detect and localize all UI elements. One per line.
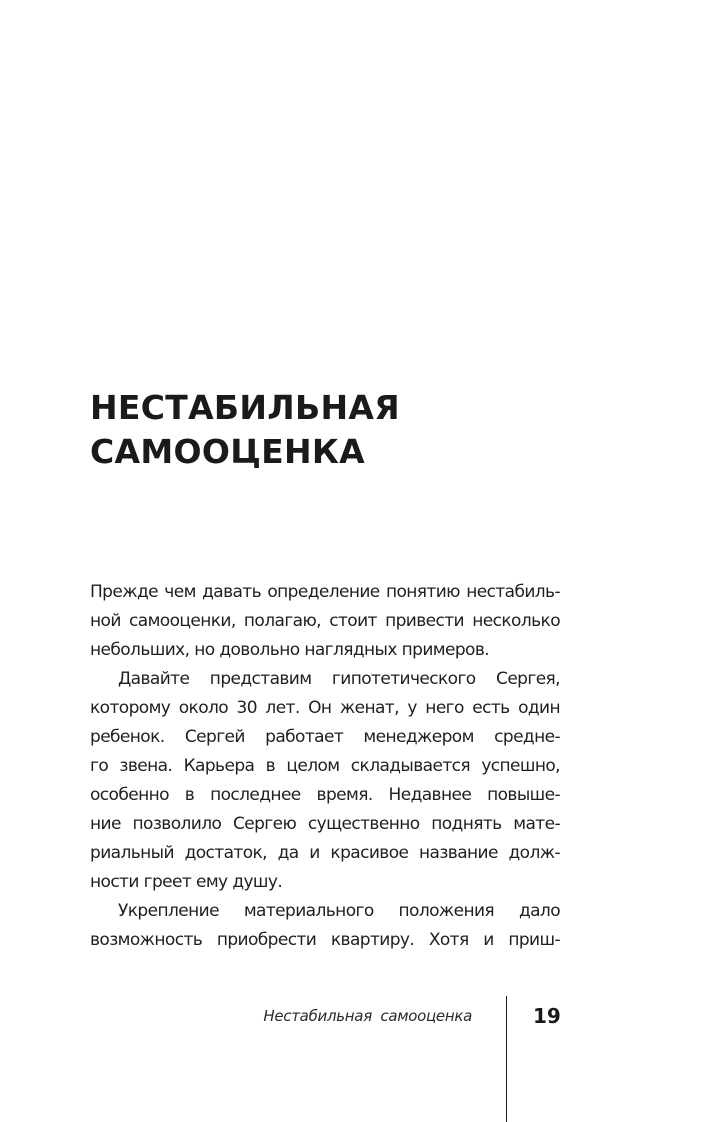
folio-divider: [506, 996, 507, 1122]
text-line: возможность приобрести квартиру. Хотя и приш-: [90, 930, 560, 950]
body-text: [90, 578, 560, 955]
chapter-title: [90, 386, 400, 474]
chapter-title-line-2: САМООЦЕНКА: [90, 432, 365, 471]
text-line: ной самооценки, полагаю, стоит привести несколько: [90, 611, 560, 631]
text-line: ние позволило Сергею существенно поднять мате-: [90, 814, 560, 834]
text-line: риальный достаток, да и красивое название долж-: [90, 843, 560, 863]
text-line: ребенок. Сергей работает менеджером средне-: [90, 727, 560, 747]
text-line: Прежде чем давать определение понятию нестабиль-: [90, 582, 560, 602]
text-line: ности греет ему душу.: [90, 872, 283, 892]
text-line: которому около 30 лет. Он женат, у него есть один: [90, 698, 560, 718]
text-line: го звена. Карьера в целом складывается успешно,: [90, 756, 560, 776]
running-head: Нестабильная самооценка: [263, 1007, 472, 1025]
chapter-title-line-1: НЕСТАБИЛЬНАЯ: [90, 388, 400, 427]
text-line: небольших, но довольно наглядных примеров.: [90, 640, 490, 660]
page-number: 19: [533, 1004, 561, 1028]
text-line: Давайте представим гипотетического Сергея,: [118, 669, 560, 689]
text-line: особенно в последнее время. Недавнее повыше-: [90, 785, 560, 805]
text-line: Укрепление материального положения дало: [118, 901, 560, 921]
